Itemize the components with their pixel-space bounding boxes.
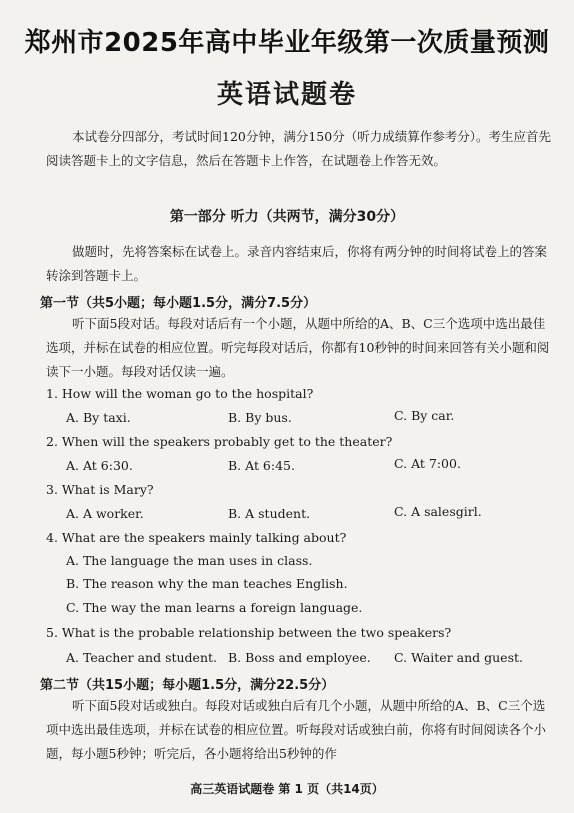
q1-option-c: C. By car. — [394, 408, 455, 423]
q2-option-a: A. At 6:30. — [66, 458, 133, 473]
question-3: 3. What is Mary? — [46, 482, 154, 497]
question-1: 1. How will the woman go to the hospital? — [46, 386, 314, 401]
q5-option-c: C. Waiter and guest. — [394, 650, 523, 665]
intro-text: 本试卷分四部分，考试时间120分钟，满分150分（听力成绩算作参考分）。考生应首先阅读答题卡上的文字信息，然后在答题卡上作答，在试题卷上作答无效。 — [46, 129, 551, 168]
page-footer: 高三英语试题卷 第 1 页（共14页） — [190, 782, 384, 796]
q5-option-a: A. Teacher and student. — [66, 650, 218, 665]
section2-heading: 第二节（共15小题；每小题1.5分，满分22.5分） — [40, 678, 335, 693]
section1-instruction: 听下面5段对话。每段对话后有一个小题，从题中所给的A、B、C三个选项中选出最佳选项，并标在试卷的相应位置。听完每段对话后，你都有10秒钟的时间来回答有关小题和阅读下一小题。每段对话仅读一遍。 — [46, 316, 550, 379]
q4-option-a: A. The language the man uses in class. — [66, 553, 313, 568]
q2-option-c: C. At 7:00. — [394, 456, 461, 471]
page-title: 郑州市2025年高中毕业年级第一次质量预测 — [24, 28, 550, 58]
question-2: 2. When will the speakers probably get to the theater? — [46, 434, 393, 449]
q3-option-a: A. A worker. — [66, 506, 144, 521]
page-subtitle: 英语试题卷 — [216, 80, 357, 110]
q4-option-c: C. The way the man learns a foreign language. — [66, 600, 363, 615]
q1-option-b: B. By bus. — [228, 410, 292, 425]
q3-option-b: B. A student. — [228, 506, 311, 521]
question-5: 5. What is the probable relationship between the two speakers? — [46, 625, 452, 640]
question-4: 4. What are the speakers mainly talking about? — [46, 530, 347, 545]
section2-instruction: 听下面5段对话或独白。每段对话或独白后有几个小题，从题中所给的A、B、C三个选项中选出最佳选项，并标在试卷的相应位置。听每段对话或独白前，你将有时间阅读各个小题，每小题5秒钟；听完后，各小题将给出5秒钟的作 — [46, 698, 547, 761]
part1-heading: 第一部分 听力（共两节，满分30分） — [169, 209, 405, 225]
q1-option-a: A. By taxi. — [66, 410, 131, 425]
q3-option-c: C. A salesgirl. — [394, 504, 482, 519]
q5-option-b: B. Boss and employee. — [228, 650, 371, 665]
section1-heading: 第一节（共5小题；每小题1.5分，满分7.5分） — [40, 296, 317, 311]
part1-instruction: 做题时，先将答案标在试卷上。录音内容结束后，你将有两分钟的时间将试卷上的答案转涂到答题卡上。 — [46, 244, 548, 283]
q4-option-b: B. The reason why the man teaches English. — [66, 576, 348, 591]
q2-option-b: B. At 6:45. — [228, 458, 295, 473]
